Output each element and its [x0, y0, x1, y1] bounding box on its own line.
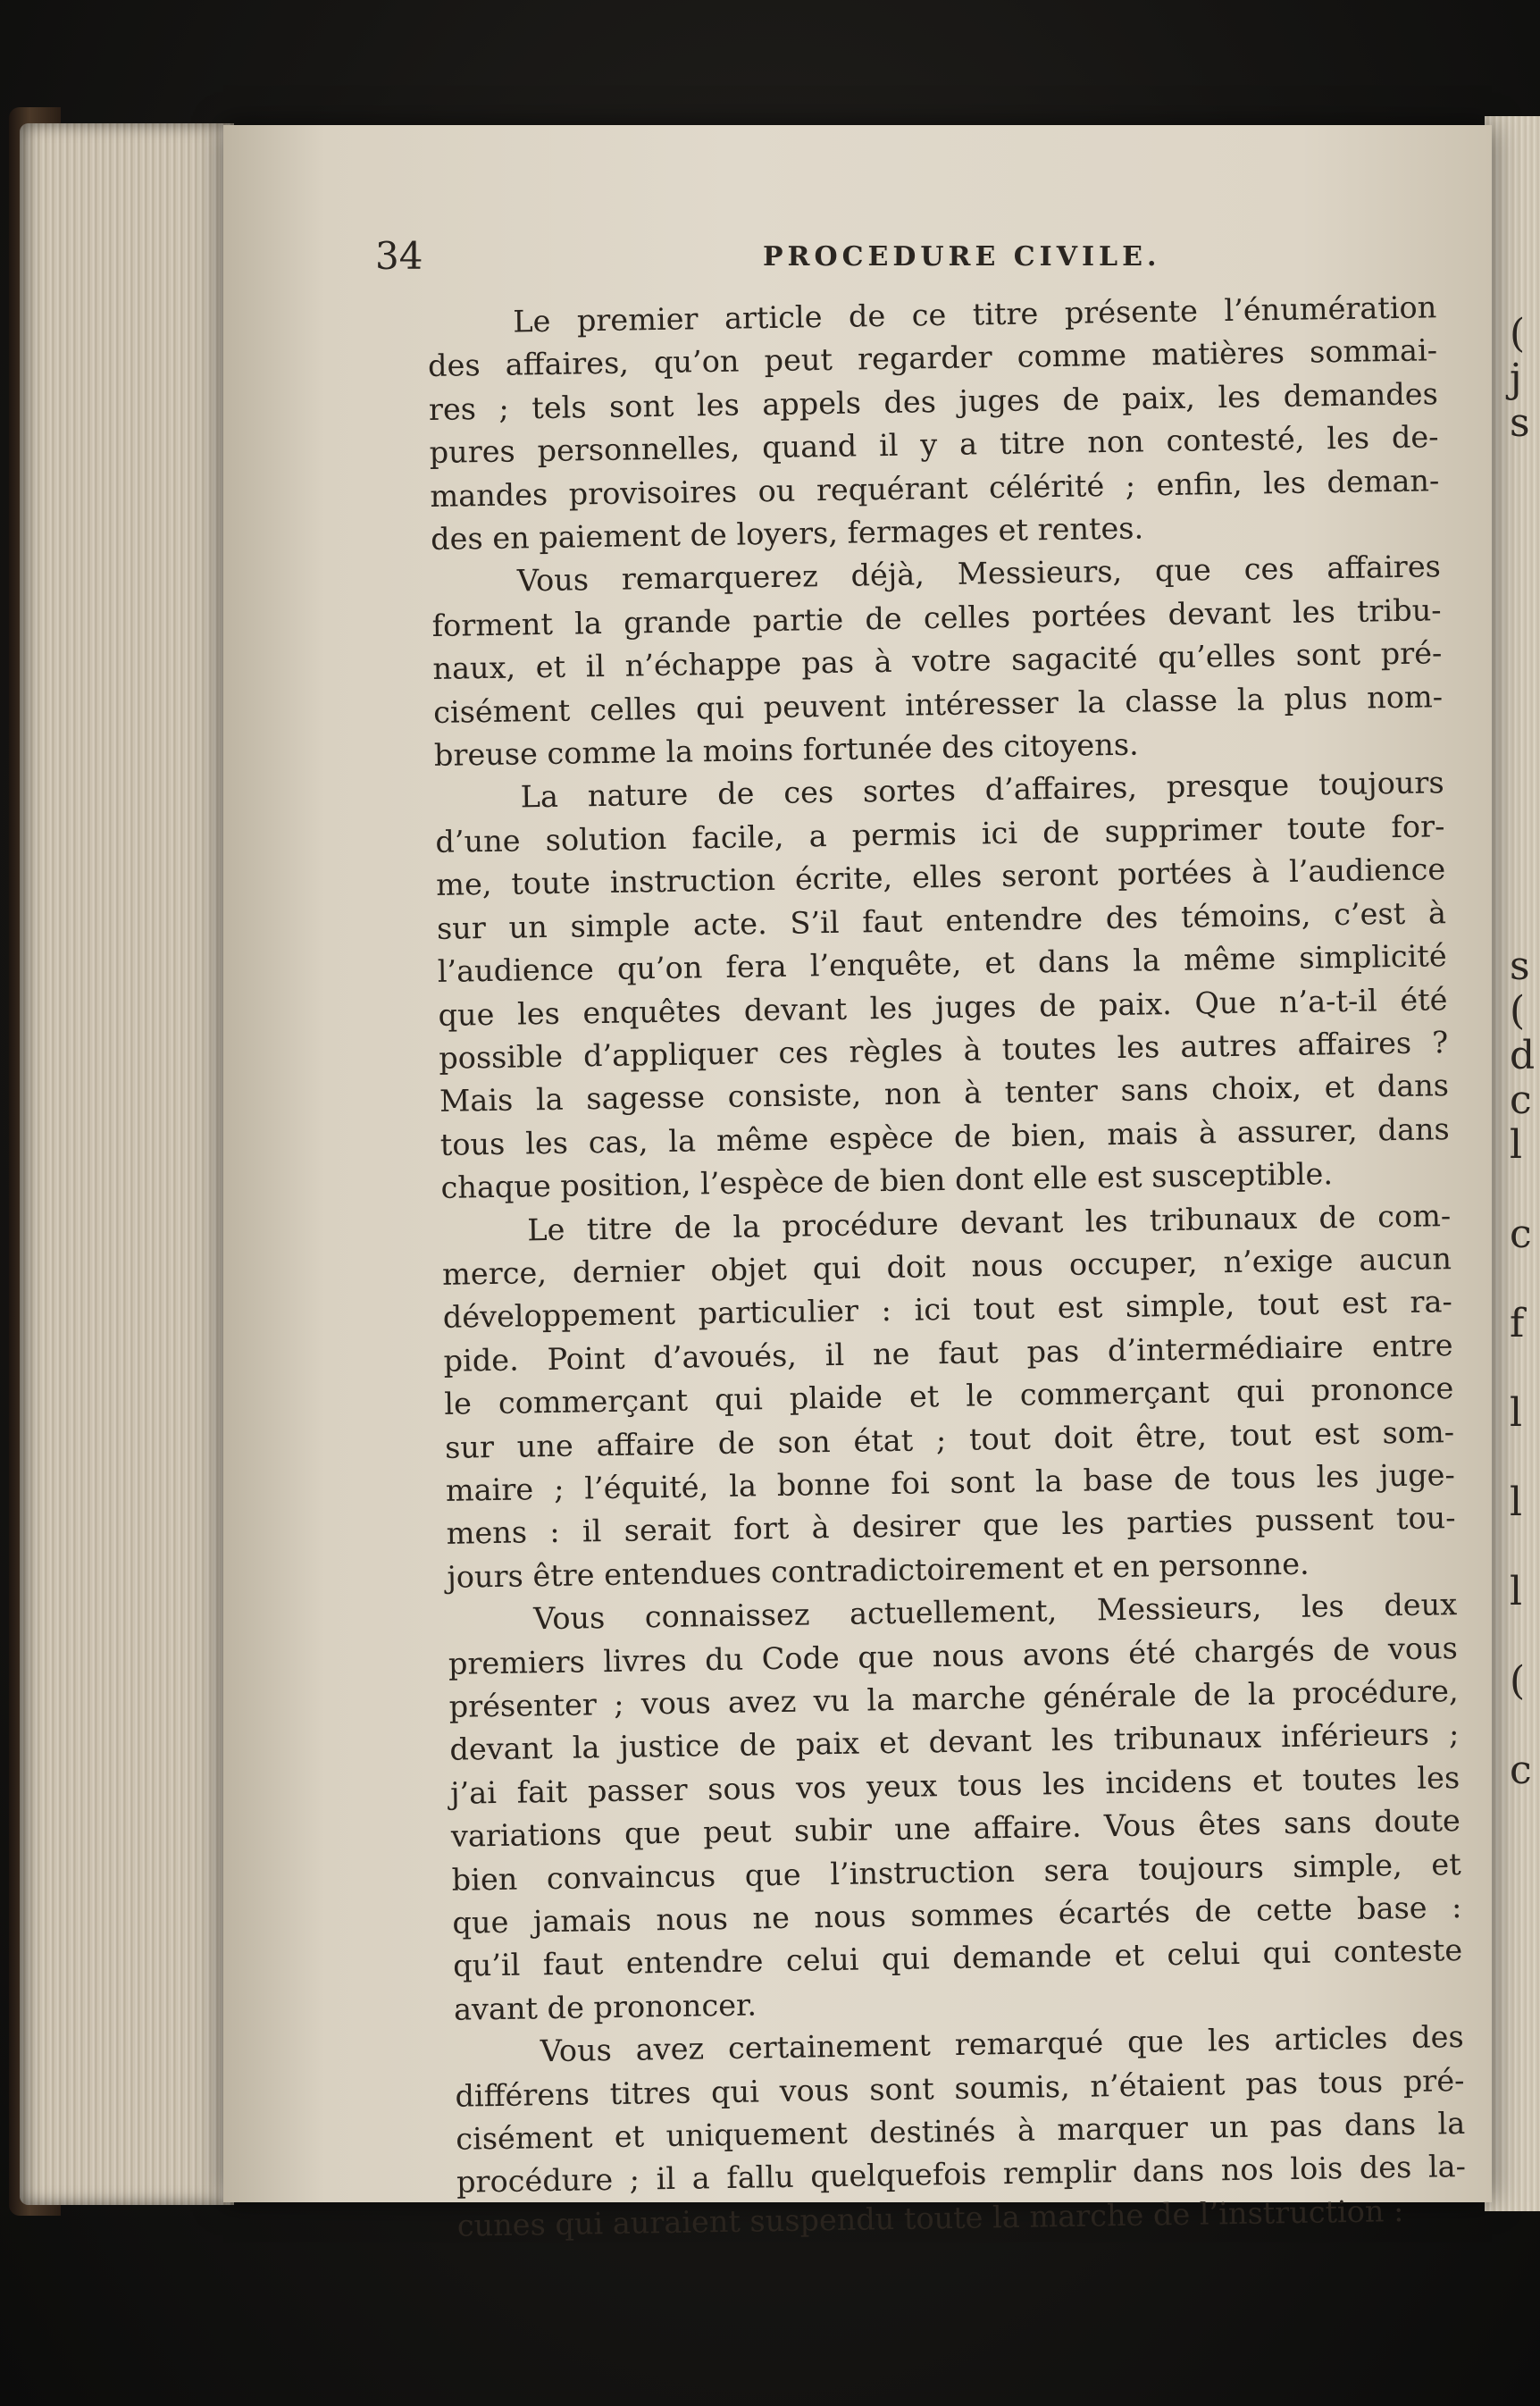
text-line: sur un simple acte. S’il faut entendre des témoins, c’est à	[436, 894, 1447, 946]
text-line: Le titre de la procédure devant les tribunaux de com-	[527, 1197, 1452, 1247]
right-page-glyph: s	[1510, 400, 1530, 446]
text-line: différens titres qui vous sont soumis, n’étaient pas tous pré-	[455, 2062, 1465, 2114]
text-line: merce, dernier objet qui doit nous occuper, n’exige aucun	[441, 1241, 1452, 1292]
paragraph	[427, 286, 1440, 561]
text-line: l’audience qu’on fera l’enquête, et dans la même simplicité	[437, 938, 1447, 989]
text-line: des en paiement de loyers, fermages et rentes.	[430, 510, 1144, 557]
text-line: premiers livres du Code que nous avons été chargés de vous	[448, 1630, 1459, 1681]
text-line: variations que peut subir une affaire. Vous êtes sans doute	[450, 1803, 1461, 1855]
text-line: chaque position, l’espèce de bien dont elle est susceptible.	[440, 1156, 1334, 1206]
text-line: développement particulier : ici tout est simple, tout est ra-	[442, 1284, 1453, 1336]
text-line: me, toute instruction écrite, elles seront portées à l’audience	[435, 851, 1446, 903]
text-line: possible d’appliquer ces règles à toutes les autres affaires ?	[438, 1025, 1449, 1076]
right-page-glyph: (	[1510, 988, 1526, 1034]
text-line: res ; tels sont les appels des juges de paix, les demandes	[428, 376, 1439, 427]
text-line: d’une solution facile, a permis ici de supprimer toute for-	[435, 809, 1445, 859]
page-number: 34	[375, 234, 423, 278]
running-title: PROCEDURE CIVILE.	[763, 241, 1161, 272]
text-line: La nature de ces sortes d’affaires, presque toujours	[520, 765, 1444, 815]
text-line: tous les cas, la même espèce de bien, mais à assurer, dans	[439, 1111, 1450, 1162]
right-page-glyph: l	[1510, 1569, 1523, 1614]
right-page-glyph: c	[1510, 1211, 1532, 1257]
paragraph	[454, 2016, 1467, 2248]
right-page-glyph: l	[1510, 1390, 1523, 1436]
text-line: sur une affaire de son état ; tout doit être, tout est som-	[444, 1413, 1455, 1465]
paragraph	[448, 1583, 1463, 2032]
text-line: qu’il faut entendre celui qui demande et celui qui conteste	[452, 1932, 1463, 1984]
right-page-glyph: c	[1510, 1748, 1532, 1793]
paragraph	[431, 546, 1444, 778]
right-page-glyph: s	[1510, 943, 1530, 989]
page-stack-left	[20, 123, 234, 2205]
paragraph	[434, 762, 1450, 1211]
text-line: forment la grande partie de celles portées devant les tribu-	[431, 592, 1442, 643]
text-line: mens : il serait fort à desirer que les parties pussent tou-	[446, 1500, 1456, 1552]
text-line: Vous remarquerez déjà, Messieurs, que ces affaires	[516, 549, 1442, 599]
text-line: le commerçant qui plaide et le commerçant qui prononce	[444, 1371, 1454, 1422]
text-line: Le premier article de ce titre présente l’énumération	[513, 289, 1437, 340]
right-page-glyph: (	[1510, 311, 1526, 356]
text-line: Vous connaissez actuellement, Messieurs, les deux	[532, 1587, 1458, 1637]
text-line: cisément celles qui peuvent intéresser la classe la plus nom-	[432, 678, 1444, 730]
paragraph	[441, 1195, 1457, 1599]
right-page-glyph: j	[1510, 356, 1522, 401]
text-line: procédure ; il a fallu quelquefois remplir dans nos lois des la-	[456, 2149, 1467, 2201]
right-page-glyph: (	[1510, 1658, 1526, 1704]
text-line: breuse comme la moins fortunée des citoyens.	[433, 726, 1139, 773]
text-line: que jamais nous ne nous sommes écartés de cette base :	[452, 1890, 1462, 1941]
text-line: maire ; l’équité, la bonne foi sont la base de tous les juge-	[445, 1457, 1456, 1508]
text-line: cisément et uniquement destinés à marquer un pas dans la	[455, 2106, 1466, 2157]
right-page-glyph: f	[1510, 1301, 1525, 1346]
text-line: Vous avez certainement remarqué que les articles des	[540, 2019, 1464, 2069]
text-line: pide. Point d’avoués, il ne faut pas d’intermédiaire entre	[443, 1327, 1453, 1379]
right-page-glyph: c	[1510, 1077, 1532, 1123]
text-line: avant de prononcer.	[453, 1987, 757, 2027]
text-line: Mais la sagesse consiste, non à tenter sans choix, et dans	[439, 1068, 1450, 1119]
text-line: pures personnelles, quand il y a titre non contesté, les de-	[429, 419, 1439, 471]
text-line: des affaires, qu’on peut regarder comme matières sommai-	[427, 332, 1438, 384]
text-line: jours être entendues contradictoirement et en personne.	[447, 1546, 1310, 1595]
body-text	[427, 286, 1467, 2248]
text-line: naux, et il n’échappe pas à votre sagacité qu’elles sont pré-	[432, 635, 1443, 687]
page-header	[375, 234, 1465, 279]
text-line: cunes qui auraient suspendu toute la marche de l’instruction :	[456, 2192, 1404, 2243]
right-page-glyph: l	[1510, 1480, 1523, 1525]
text-line: bien convaincus que l’instruction sera toujours simple, et	[451, 1846, 1461, 1898]
text-line: mandes provisoires ou requérant célérité ; enfin, les deman-	[430, 462, 1440, 514]
text-line: que les enquêtes devant les juges de paix. Que n’a-t-il été	[438, 981, 1448, 1033]
text-line: devant la justice de paix et devant les tribunaux inférieurs ;	[449, 1716, 1460, 1768]
right-page-glyph: l	[1510, 1122, 1523, 1168]
text-line: présenter ; vous avez vu la marche générale de la procédure,	[448, 1673, 1459, 1724]
text-line: j’ai fait passer sous vos yeux tous les incidens et toutes les	[449, 1759, 1460, 1811]
right-page-glyph: d	[1510, 1033, 1536, 1078]
